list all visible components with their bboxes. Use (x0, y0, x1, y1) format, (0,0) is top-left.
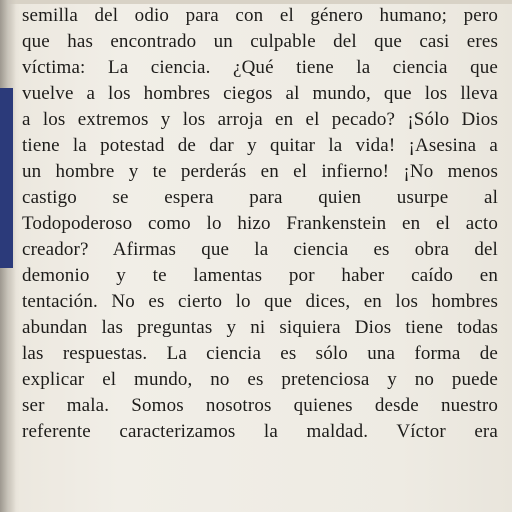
margin-color-strip (0, 88, 13, 268)
body-text (22, 3, 498, 445)
text-line: víctima: La ciencia. ¿Qué tiene la ciencia que (22, 57, 498, 78)
text-line: explicar el mundo, no es pretenciosa y no puede (22, 369, 498, 390)
text-line: vuelve a los hombres ciegos al mundo, que los lleva (22, 83, 498, 104)
text-line: ser mala. Somos nosotros quienes desde nuestro (22, 395, 498, 416)
text-line: tentación. No es cierto lo que dices, en los hombres (22, 291, 498, 312)
text-line: abundan las preguntas y ni siquiera Dios tiene todas (22, 317, 498, 338)
text-line: castigo se espera para quien usurpe al (22, 187, 498, 208)
text-line: semilla del odio para con el género humano; pero (22, 5, 498, 26)
text-line: demonio y te lamentas por haber caído en (22, 265, 498, 286)
text-line: las respuestas. La ciencia es sólo una forma de (22, 343, 498, 364)
text-line: tiene la potestad de dar y quitar la vida! ¡Asesina a (22, 135, 498, 156)
text-line: que has encontrado un culpable del que casi eres (22, 31, 498, 52)
text-line: a los extremos y los arroja en el pecado? ¡Sólo Dios (22, 109, 498, 130)
text-line: Todopoderoso como lo hizo Frankenstein en el acto (22, 213, 498, 234)
text-line: referente caracterizamos la maldad. Víctor era (22, 421, 498, 442)
text-line: un hombre y te perderás en el infierno! ¡No menos (22, 161, 498, 182)
text-line: creador? Afirmas que la ciencia es obra del (22, 239, 498, 260)
